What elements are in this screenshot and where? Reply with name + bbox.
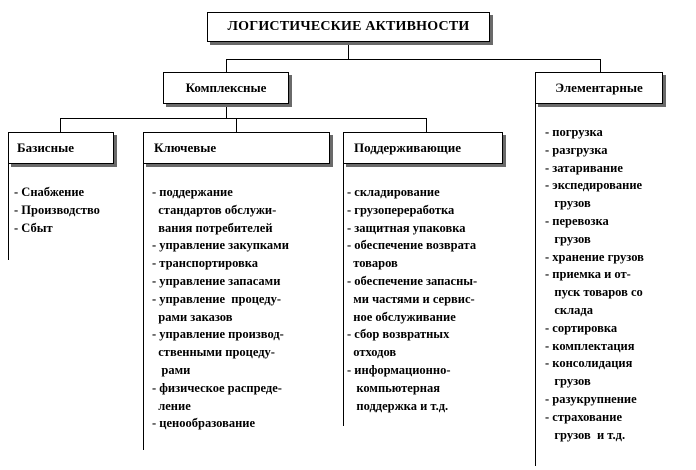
basic-box: Базисные xyxy=(8,132,114,164)
key-list xyxy=(152,184,289,433)
list-item: ственными процеду- xyxy=(152,345,275,360)
list-item: - информационно- xyxy=(347,362,451,377)
list-item: грузов xyxy=(545,374,591,389)
connector-complex-down xyxy=(226,104,227,118)
basic-list xyxy=(14,184,100,237)
list-item: - разгрузка xyxy=(545,142,608,157)
connector-to-complex xyxy=(226,59,227,72)
elementary-side-line xyxy=(535,104,536,466)
list-item: грузов xyxy=(545,196,591,211)
list-item: рами заказов xyxy=(152,309,233,324)
list-item: - хранение грузов xyxy=(545,249,644,264)
list-item: - перевозка xyxy=(545,213,609,228)
list-item: - обеспечение возврата xyxy=(347,238,477,253)
list-item: - транспортировка xyxy=(152,256,259,271)
elementary-box: Элементарные xyxy=(535,72,663,104)
basic-side-line xyxy=(8,164,9,260)
list-item: - поддержание xyxy=(152,185,233,199)
connector-title-down xyxy=(348,42,349,59)
list-item: ное обслуживание xyxy=(347,309,456,324)
list-item: - защитная упаковка xyxy=(347,220,466,235)
list-item: - экспедирование xyxy=(545,178,643,193)
list-item: - управление закупками xyxy=(152,238,289,253)
list-item: - грузопереработка xyxy=(347,202,455,217)
list-item: - затаривание xyxy=(545,160,623,175)
list-item: - управление запасами xyxy=(152,273,281,288)
list-item: - консолидация xyxy=(545,356,633,371)
connector-top-bus xyxy=(226,59,600,60)
list-item: пуск товаров со xyxy=(545,285,643,300)
list-item: отходов xyxy=(347,345,397,360)
list-item: ми частями и сервис- xyxy=(347,291,475,306)
list-item: - ценообразование xyxy=(152,416,256,431)
connector-to-key xyxy=(236,118,237,132)
connector-to-elementary xyxy=(600,59,601,72)
list-item: стандартов обслужи- xyxy=(152,202,277,217)
connector-to-support xyxy=(426,118,427,132)
list-item: - комплектация xyxy=(545,338,635,353)
list-item: - разукрупнение xyxy=(545,391,637,406)
list-item: - управление производ- xyxy=(152,327,284,342)
list-item: поддержка и т.д. xyxy=(347,398,449,413)
elementary-list xyxy=(545,124,644,444)
support-list xyxy=(347,184,477,415)
key-side-line xyxy=(143,164,144,450)
list-item: компьютерная xyxy=(347,380,440,395)
list-item: грузов и т.д. xyxy=(545,427,626,442)
complex-box: Комплексные xyxy=(163,72,289,104)
connector-mid-bus xyxy=(60,118,426,119)
list-item: вания потребителей xyxy=(152,220,273,235)
diagram-title: ЛОГИСТИЧЕСКИЕ АКТИВНОСТИ xyxy=(207,12,490,42)
list-item: - Сбыт xyxy=(14,220,53,235)
support-side-line xyxy=(343,164,344,426)
connector-to-basic xyxy=(60,118,61,132)
list-item: - Производство xyxy=(14,202,100,217)
list-item: - Снабжение xyxy=(14,185,85,199)
list-item: - обеспечение запасны- xyxy=(347,273,478,288)
list-item: товаров xyxy=(347,256,398,271)
list-item: - сбор возвратных xyxy=(347,327,450,342)
list-item: - приемка и от- xyxy=(545,267,631,282)
list-item: грузов xyxy=(545,231,591,246)
list-item: - сортировка xyxy=(545,320,618,335)
list-item: ление xyxy=(152,398,191,413)
key-box: Ключевые xyxy=(143,132,330,164)
list-item: - управление процеду- xyxy=(152,291,282,306)
support-box: Поддерживающие xyxy=(343,132,503,164)
list-item: рами xyxy=(152,362,191,377)
list-item: - страхование xyxy=(545,409,622,424)
list-item: - складирование xyxy=(347,185,440,199)
list-item: склада xyxy=(545,302,593,317)
list-item: - погрузка xyxy=(545,125,603,139)
list-item: - физическое распреде- xyxy=(152,380,282,395)
